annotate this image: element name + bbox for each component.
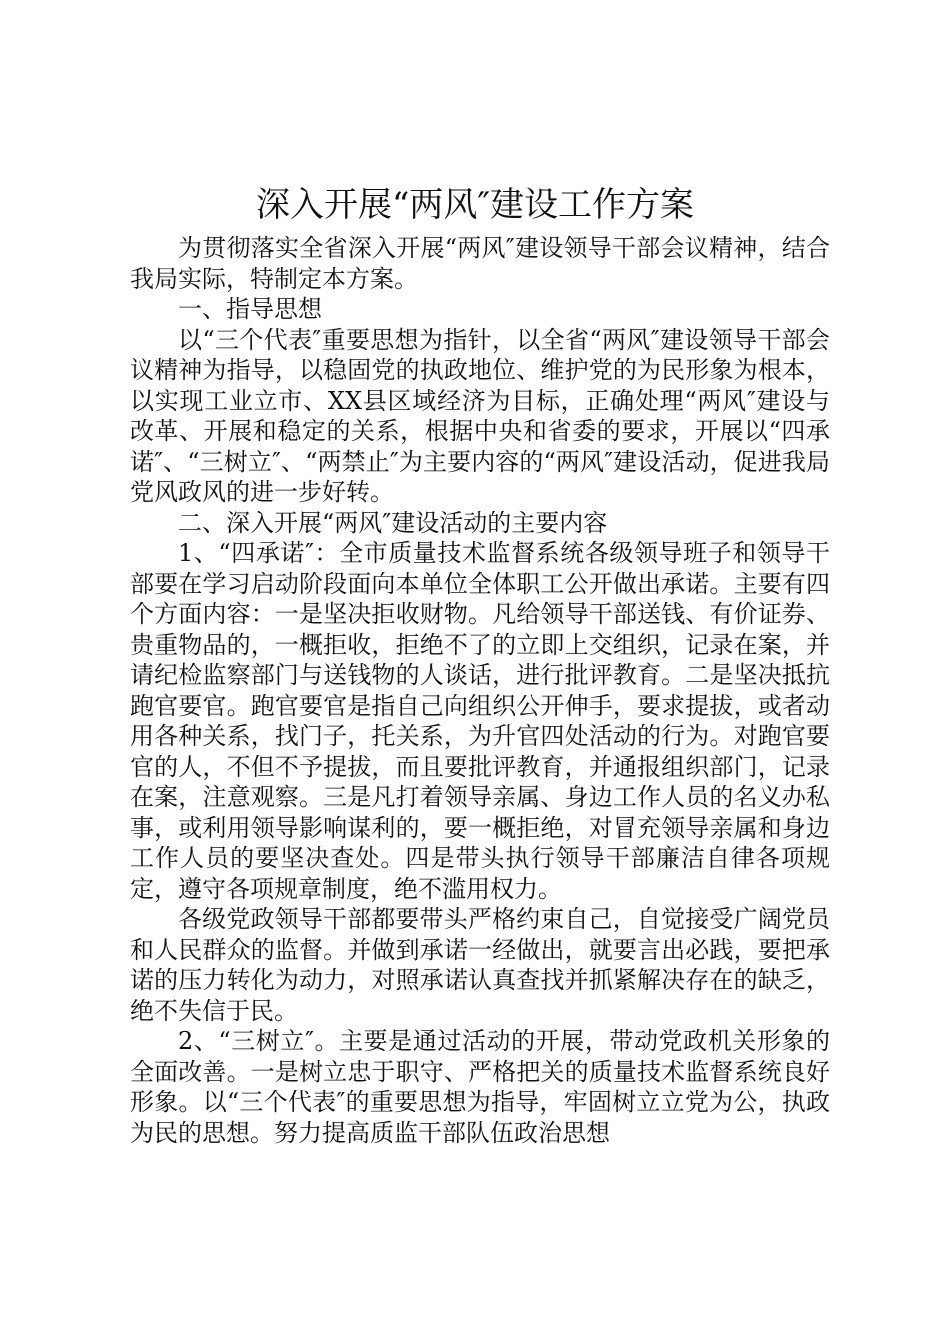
three-establishments-paragraph: 2、“三树立″。主要是通过活动的开展，带动党政机关形象的全面改善。一是树立忠于职守、严格把关的质量技术监督系统良好形象。以“三个代表″的重要思想为指导，牢固树立立党为公，执政为民的思想。努力提高质监干部队伍政治思想 [130, 1027, 830, 1147]
document-body [130, 233, 830, 1148]
document-title: 深入开展“两风″建设工作方案 [255, 185, 695, 225]
four-commitments-paragraph: 1、“四承诺″：全市质量技术监督系统各级领导班子和领导干部要在学习启动阶段面向本单位全体职工公开做出承诺。主要有四个方面内容：一是坚决拒收财物。凡给领导干部送钱、有价证券、贵重物品的，一概拒收，拒绝不了的立即上交组织，记录在案，并请纪检监察部门与送钱物的人谈话，进行批评教育。二是坚决抵抗跑官要官。跑官要官是指自己向组织公开伸手，要求提拔，或者动用各种关系，找门子，托关系，为升官四处活动的行为。对跑官要官的人，不但不予提拔，而且要批评教育，并通报组织部门，记录在案，注意观察。三是凡打着领导亲属、身边工作人员的名义办私事，或利用领导影响谋利的，要一概拒绝，对冒充领导亲属和身边工作人员的要坚决查处。四是带头执行领导干部廉洁自律各项规定，遵守各项规章制度，绝不滥用权力。 [130, 539, 830, 903]
intro-paragraph: 为贯彻落实全省深入开展“两风″建设领导干部会议精神，结合我局实际，特制定本方案。 [130, 234, 830, 293]
guiding-ideology-paragraph: 以“三个代表″重要思想为指针，以全省“两风″建设领导干部会议精神为指导，以稳固党的执政地位、维护党的为民形象为根本，以实现工业立市、XX县区域经济为目标，正确处理“两风″建设与改革、开展和稳定的关系，根据中央和省委的要求，开展以“四承诺″、“三树立″、“两禁止″为主要内容的“两风″建设活动，促进我局党风政风的进一步好转。 [130, 325, 830, 506]
leaders-supervision-paragraph: 各级党政领导干部都要带头严格约束自己，自觉接受广阔党员和人民群众的监督。并做到承诺一经做出，就要言出必践，要把承诺的压力转化为动力，对照承诺认真查找并抓紧解决存在的缺乏，绝不失信于民。 [130, 905, 830, 1025]
section-heading-guiding-ideology: 一、指导思想 [178, 295, 322, 323]
section-heading-main-content: 二、深入开展“两风″建设活动的主要内容 [178, 508, 608, 537]
